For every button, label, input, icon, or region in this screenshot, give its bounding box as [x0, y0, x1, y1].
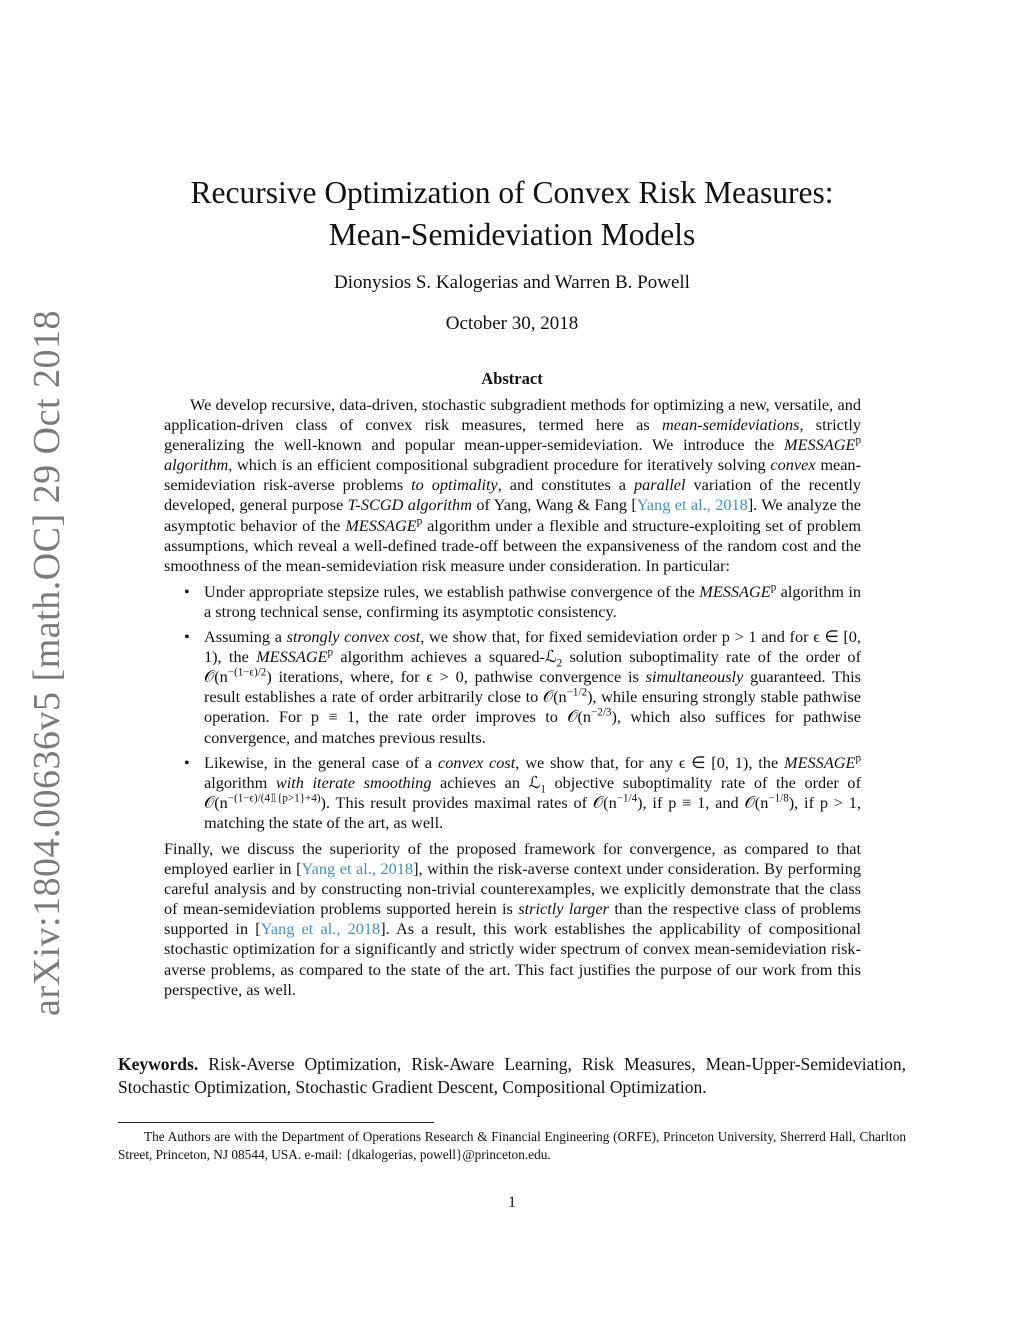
abstract-paragraph-2: Finally, we discuss the superiority of the proposed framework for convergence, as compared to that employed earlier in [Yang et al., 2018], within the risk-averse context under consideration. By performing careful analysis and by constructing non-trivial counterexamples, we explicitly demonstrate that the class of mean-semideviation problems supported herein is strictly larger than the respective class of problems supported in [Yang et al., 2018]. As a result, this work establishes the applicability of compositional stochastic optimization for a significantly and strictly wider spectrum of convex mean-semideviation risk-averse problems, as compared to the state of the art. This fact justifies the purpose of our work from this perspective, as well.: [164, 838, 862, 999]
list-item: • Assuming a strongly convex cost, we show that, for fixed semideviation order p > 1 and for ϵ ∈ [0, 1), the MESSAGE$^p$ algorithm achieves a squared-ℒ$_2$ solution suboptimality rate of the order of $𝒪(n^{-(1-\epsilon)/2})$ iterations, where, for ϵ > 0, pathwise convergence is simultaneously guaranteed. This result establishes a rate of order arbitrarily close to $𝒪(n^{-1/2})$, while ensuring strongly stable pathwise operation. For p ≡ 1, the rate order improves to $𝒪(n^{-2/3})$, which also suffices for pathwise convergence, and matches previous results.: [184, 627, 861, 747]
authors: Dionysios S. Kalogerias and Warren B. Powell: [334, 272, 690, 293]
footnote-divider: [118, 1122, 434, 1123]
paper-title: [0, 172, 1024, 256]
list-item: • Under appropriate stepsize rules, we establish pathwise convergence of the MESSAGE$^p$ algorithm in a strong technical sense, confirming its asymptotic consistency.: [184, 581, 862, 621]
keywords-label: Keywords.: [118, 1054, 199, 1074]
date: October 30, 2018: [445, 313, 579, 334]
citation-link[interactable]: Yang et al., 2018: [301, 859, 414, 879]
bullet-icon: •: [184, 752, 190, 772]
citation-link[interactable]: Yang et al., 2018: [260, 919, 381, 939]
results-list: [164, 582, 861, 833]
keywords-text: Risk-Averse Optimization, Risk-Aware Learning, Risk Measures, Mean-Upper-Semideviation, Stochastic Optimization, Stochastic Gradient Descent, Compositional Optimization.: [118, 1054, 907, 1097]
abstract-heading: Abstract: [481, 369, 543, 388]
citation-link[interactable]: Yang et al., 2018: [636, 495, 748, 515]
title-line-1: Recursive Optimization of Convex Risk Measures:: [190, 175, 834, 210]
keywords: [118, 1053, 906, 1099]
arxiv-identifier-stamp: arXiv:1804.00636v5 [math.OC] 29 Oct 2018: [26, 309, 68, 1017]
page-number: 1: [508, 1194, 516, 1211]
abstract-body: [164, 395, 861, 1000]
abstract-paragraph-1: We develop recursive, data-driven, stochastic subgradient methods for optimizing a new, versatile, and application-driven class of convex risk measures, termed here as mean-semideviations, strictly generalizing the well-known and popular mean-upper-semideviation. We introduce the MESSAGE$^p$ algorithm, which is an efficient compositional subgradient procedure for iteratively solving convex mean-semideviation risk-averse problems to optimality, and constitutes a parallel variation of the recently developed, general purpose T-SCGD algorithm of Yang, Wang & Fang [Yang et al., 2018]. We analyze the asymptotic behavior of the MESSAGE$^p$ algorithm under a flexible and structure-exploiting set of problem assumptions, which reveal a well-defined trade-off between the expansiveness of the random cost and the smoothness of the mean-semideviation risk measure under consideration. In particular:: [164, 395, 862, 575]
footnote: The Authors are with the Department of Operations Research & Financial Engineering (ORFE), Princeton University, Sherrerd Hall, Charlton Street, Princeton, NJ 08544, USA. e-mail: {dkalogerias, powell}@princeton.edu.: [118, 1129, 906, 1162]
bullet-icon: •: [184, 627, 190, 647]
bullet-icon: •: [184, 581, 190, 601]
title-line-2: Mean-Semideviation Models: [328, 217, 696, 252]
list-item: • Likewise, in the general case of a convex cost, we show that, for any ϵ ∈ [0, 1), the MESSAGE$^p$ algorithm with iterate smoothing achieves an ℒ$_1$ objective suboptimality rate of the order of $𝒪(n^{-(1-\epsilon)/(4𝟙\{p>1\}+4)})$. This result provides maximal rates of $𝒪(n^{-1/4})$, if p ≡ 1, and $𝒪(n^{-1/8})$, if p > 1, matching the state of the art, as well.: [184, 752, 862, 832]
